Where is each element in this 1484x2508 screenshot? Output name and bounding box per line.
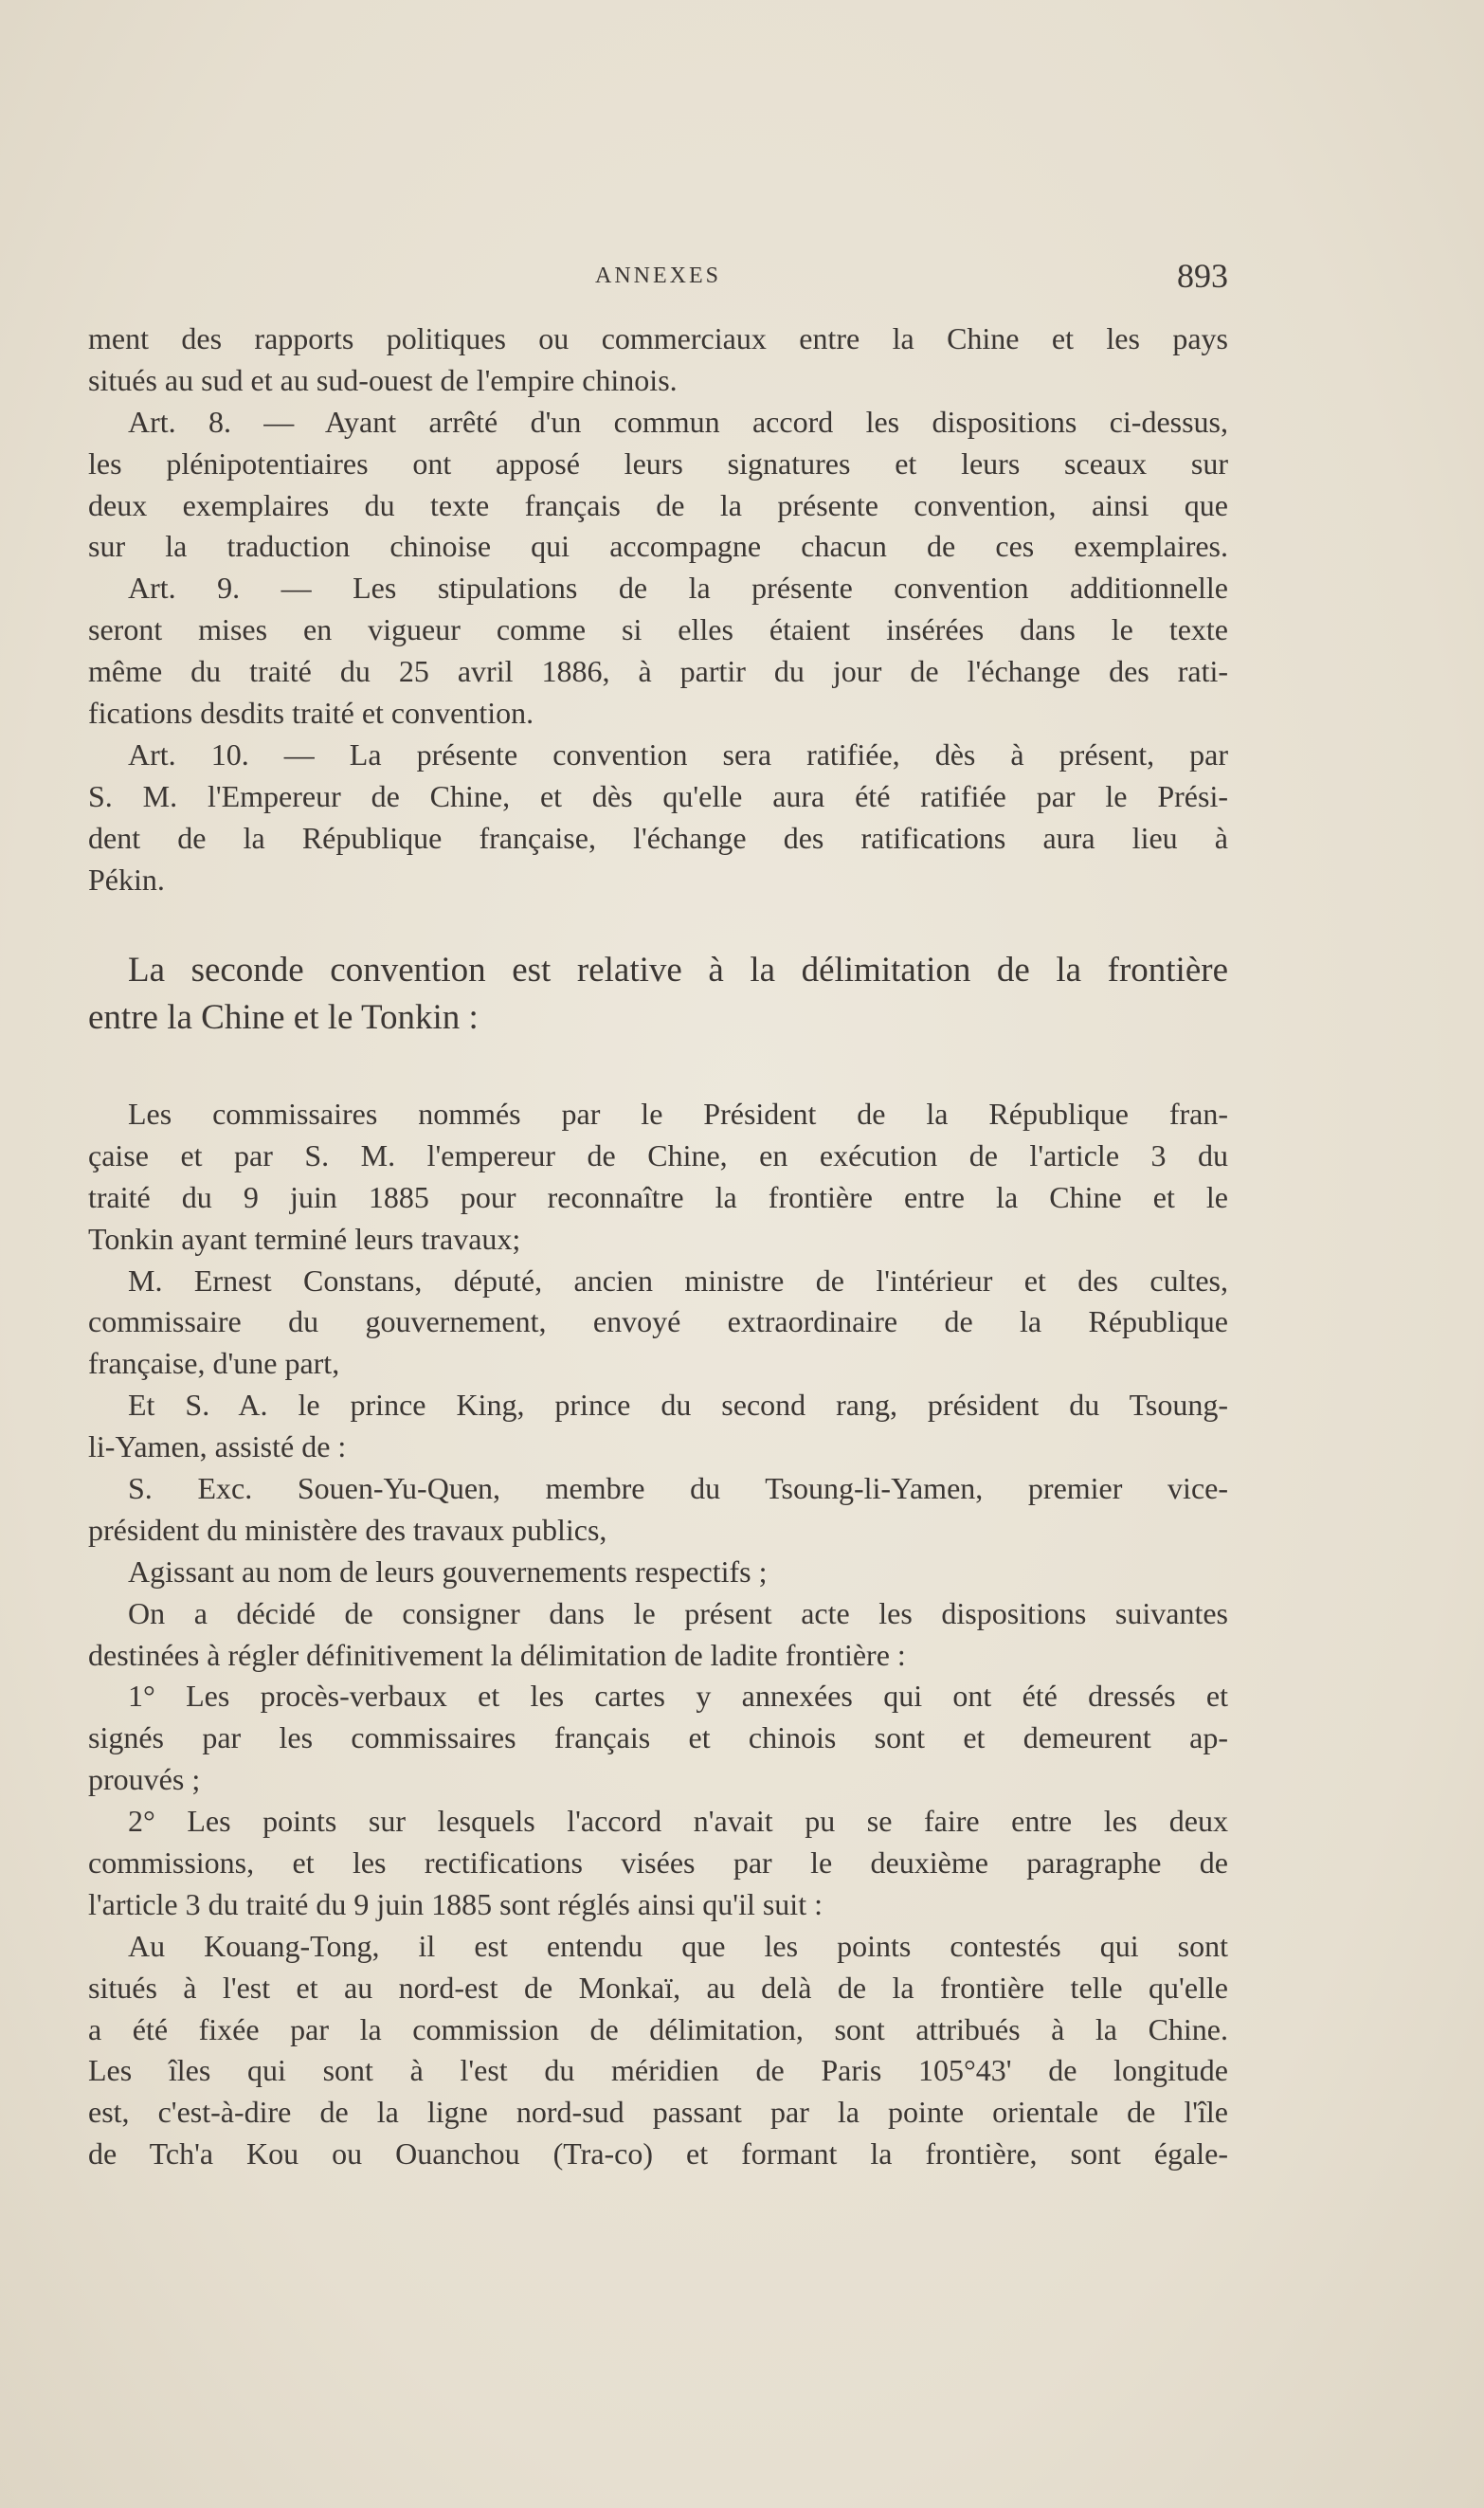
text-line: M. Ernest Constans, député, ancien ministre de l'intérieur et des cultes, — [128, 1263, 1228, 1298]
paragraph — [88, 1593, 1228, 1677]
paragraph — [88, 1261, 1228, 1386]
text-line: commissions, et les rectifications visées par le deuxième paragraphe de — [88, 1845, 1228, 1881]
text-line: 2° Les points sur lesquels l'accord n'avait pu se faire entre les deux — [128, 1804, 1228, 1839]
text-line: dent de la République française, l'échange des ratifications aura lieu à — [88, 820, 1228, 855]
text-line: S. Exc. Souen-Yu-Quen, membre du Tsoung-li-Yamen, premier vice- — [128, 1471, 1228, 1506]
text-line: signés par les commissaires français et chinois sont et demeurent ap- — [88, 1720, 1228, 1755]
paragraph — [88, 402, 1228, 569]
text-line: traité du 9 juin 1885 pour reconnaître la frontière entre la Chine et le — [88, 1179, 1228, 1214]
text-line: a été fixée par la commission de délimitation, sont attribués à la Chine. — [88, 2011, 1228, 2046]
text-line: deux exemplaires du texte français de la présente convention, ainsi que — [88, 487, 1228, 522]
paragraph — [88, 568, 1228, 735]
paragraph — [88, 1094, 1228, 1261]
text-line: situés à l'est et au nord-est de Monkaï, au delà de la frontière telle qu'elle — [88, 1970, 1228, 2005]
text-line: Art. 10. — La présente convention sera ratifiée, dès à présent, par — [128, 736, 1228, 772]
text-line: de Tch'a Kou ou Ouanchou (Tra-co) et formant la frontière, sont égale- — [88, 2136, 1228, 2172]
text-line: Les commissaires nommés par le Président de la République fran- — [128, 1097, 1228, 1131]
page-number: 893 — [1177, 257, 1228, 295]
paragraph — [88, 1385, 1228, 1468]
text-line: situés au sud et au sud-ouest de l'empire chinois. — [88, 362, 678, 397]
text-line: Tonkin ayant terminé leurs travaux; — [88, 1221, 521, 1256]
text-line: S. M. l'Empereur de Chine, et dès qu'elle aura été ratifiée par le Prési- — [88, 778, 1228, 813]
text-line: On a décidé de consigner dans le présent acte les dispositions suivantes — [128, 1595, 1228, 1630]
text-line: les plénipotentiaires ont apposé leurs signatures et leurs sceaux sur — [88, 445, 1228, 481]
text-line: commissaire du gouvernement, envoyé extraordinaire de la République — [88, 1304, 1228, 1339]
text-line: 1° Les procès-verbaux et les cartes y annexées qui ont été dressés et — [128, 1679, 1228, 1714]
text-line: prouvés ; — [88, 1762, 201, 1797]
text-line: Au Kouang-Tong, il est entendu que les points contestés qui sont — [128, 1928, 1228, 1963]
convention-text-block — [88, 1094, 1228, 2175]
paragraph — [88, 1468, 1228, 1552]
text-line: l'article 3 du traité du 9 juin 1885 sont réglés ainsi qu'il suit : — [88, 1886, 823, 1921]
paragraph — [88, 1801, 1228, 1926]
text-line: ment des rapports politiques ou commerciaux entre la Chine et les pays — [88, 321, 1228, 355]
article-text-block — [88, 318, 1228, 900]
text-line: fications desdits traité et convention. — [88, 696, 534, 731]
text-line: Et S. A. le prince King, prince du second rang, président du Tsoung- — [128, 1388, 1228, 1423]
paragraph — [88, 1926, 1228, 2175]
text-line: sur la traduction chinoise qui accompagne chacun de ces exemplaires. — [88, 529, 1228, 564]
text-line: Art. 9. — Les stipulations de la présente convention additionnelle — [128, 571, 1228, 606]
text-line: même du traité du 25 avril 1886, à partir du jour de l'échange des rati- — [88, 654, 1228, 689]
paragraph — [88, 318, 1228, 402]
text-line: président du ministère des travaux publics, — [88, 1512, 607, 1547]
section-heading — [88, 947, 1228, 1042]
text-line: Art. 8. — Ayant arrêté d'un commun accord les dispositions ci-dessus, — [128, 404, 1228, 439]
running-title: ANNEXES — [595, 264, 721, 288]
paragraph — [88, 1552, 1228, 1593]
text-line: française, d'une part, — [88, 1346, 340, 1381]
text-line: Pékin. — [88, 862, 165, 897]
text-line: seront mises en vigueur comme si elles étaient insérées dans le texte — [88, 612, 1228, 647]
text-line: çaise et par S. M. l'empereur de Chine, en exécution de l'article 3 du — [88, 1137, 1228, 1172]
paragraph — [88, 947, 1228, 1042]
paragraph — [88, 735, 1228, 901]
text-line: li-Yamen, assisté de : — [88, 1429, 347, 1464]
text-line: Agissant au nom de leurs gouvernements respectifs ; — [128, 1554, 768, 1589]
text-line: entre la Chine et le Tonkin : — [88, 998, 479, 1037]
paragraph — [88, 1676, 1228, 1801]
text-line: La seconde convention est relative à la délimitation de la frontière — [128, 951, 1228, 990]
text-line: destinées à régler définitivement la délimitation de ladite frontière : — [88, 1637, 906, 1672]
text-line: Les îles qui sont à l'est du méridien de Paris 105°43' de longitude — [88, 2053, 1228, 2088]
text-line: est, c'est-à-dire de la ligne nord-sud passant par la pointe orientale de l'île — [88, 2095, 1228, 2130]
running-head — [88, 256, 1228, 294]
